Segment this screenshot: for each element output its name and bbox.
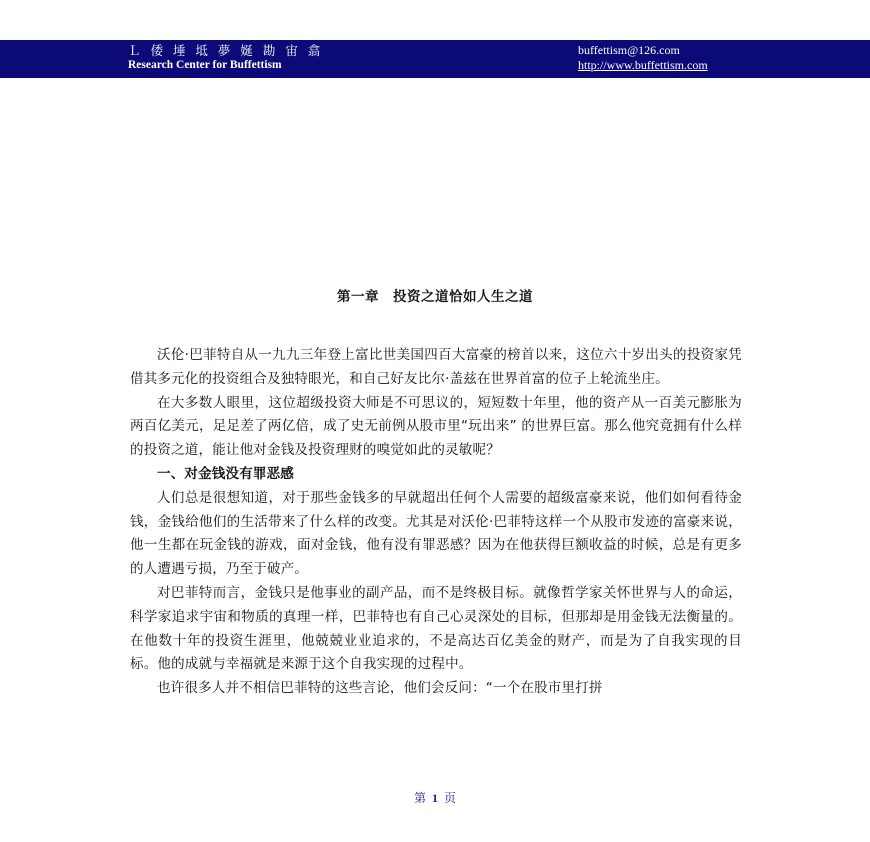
chapter-title: 第一章 投资之道恰如人生之道 [337,289,533,305]
page-suffix: 页 [444,791,457,805]
org-name-en: Research Center for Buffettism [128,59,282,71]
org-name-cn: Ｌ 倭 埵 坻 夢 娫 勘 宙 翕 [128,43,324,58]
header-contact-block [578,43,708,73]
page-footer [0,789,870,806]
paragraph: 沃伦·巴菲特自从一九九三年登上富比世美国四百大富豪的榜首以来，这位六十岁出头的投资家凭借其多元化的投资组合及独特眼光，和自己好友比尔·盖兹在世界首富的位子上轮流坐庄。 [130,347,742,387]
page-prefix: 第 [413,791,426,805]
header-bar [0,40,870,78]
paragraph: 对巴菲特而言，金钱只是他事业的副产品，而不是终极目标。就像哲学家关怀世界与人的命运，科学家追求宇宙和物质的真理一样，巴菲特也有自己心灵深处的目标，但那却是用金钱无法衡量的。在他数十年的投资生涯里，他兢兢业业追求的，不是高达百亿美金的财产，而是为了自我实现的目标。他的成就与幸福就是来源于这个自我实现的过程中。 [130,584,742,673]
header-org-block [128,43,323,72]
section-heading: 一、对金钱没有罪恶感 [157,465,294,482]
page-number: 1 [432,791,438,805]
contact-email[interactable]: buffettism@126.com [578,43,680,57]
paragraph: 人们总是很想知道，对于那些金钱多的早就超出任何个人需要的超级富豪来说，他们如何看待金钱，金钱给他们的生活带来了什么样的改变。尤其是对沃伦·巴菲特这样一个从股市发迹的富豪来说，他一生都在玩金钱的游戏，面对金钱，他有没有罪恶感？因为在他获得巨额收益的时候，总是有更多的人遭遇亏损，乃至于破产。 [130,489,742,578]
document-body [130,344,742,701]
paragraph: 也许很多人并不相信巴菲特的这些言论，他们会反问：“一个在股市里打拼 [157,680,603,697]
website-link[interactable]: http://www.buffettism.com [578,58,708,72]
paragraph: 在大多数人眼里，这位超级投资大师是不可思议的，短短数十年里，他的资产从一百美元膨胀为两百亿美元，足足差了两亿倍，成了史无前例从股市里“玩出来” 的世界巨富。那么他究竟拥有什么样的投资之道，能让他对金钱及投资理财的嗅觉如此的灵敏呢？ [130,394,742,459]
